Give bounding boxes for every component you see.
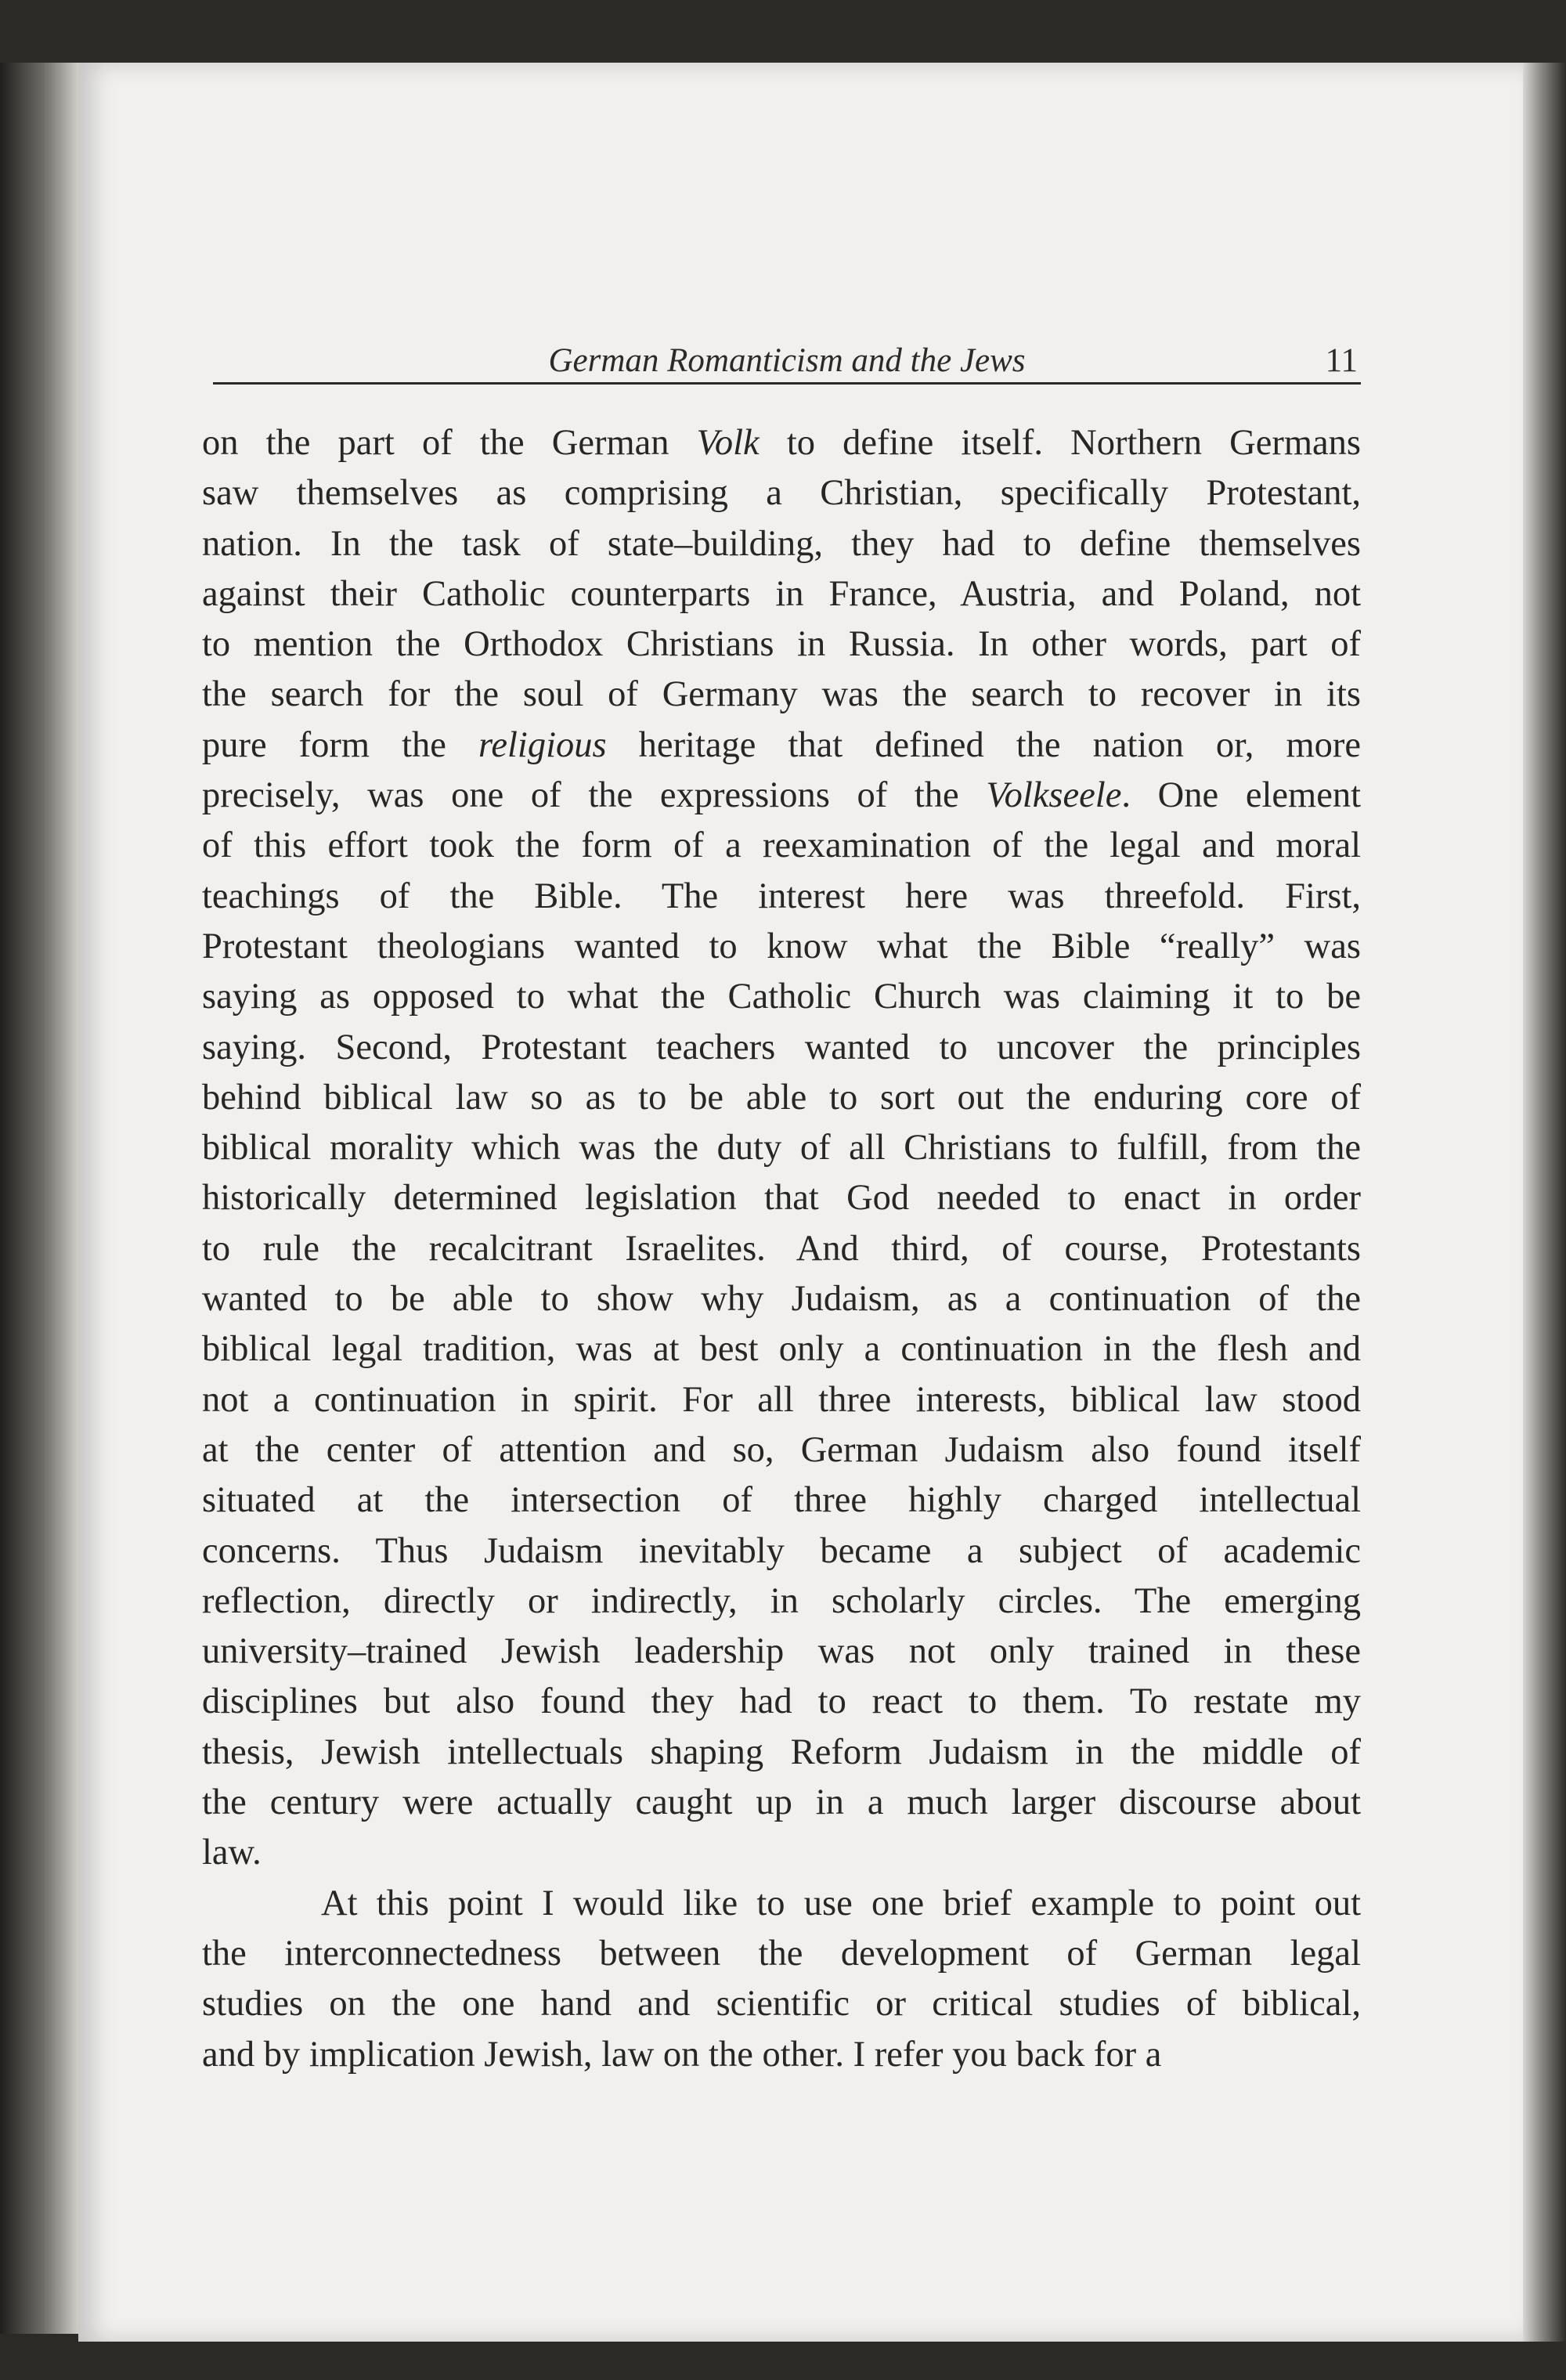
text-run: against their Catholic counterparts in France, Austria, and Poland, not — [202, 573, 1361, 614]
text-run: biblical legal tradition, was at best only a continuation in the flesh and — [202, 1329, 1361, 1370]
text-line — [202, 1475, 1361, 1526]
text-run: the search for the soul of Germany was the search to recover in its — [202, 674, 1361, 715]
text-run: . One element — [1121, 775, 1361, 816]
text-run: law. — [202, 1833, 262, 1873]
text-line — [202, 872, 1361, 922]
paragraph — [202, 1879, 1361, 2080]
text-line — [202, 418, 1361, 468]
text-run: the century were actually caught up in a much larger discourse about — [202, 1782, 1361, 1823]
text-run: At this point I would like to use one brief example to point out — [321, 1883, 1361, 1923]
text-line — [202, 1828, 1361, 1878]
text-run: studies on the one hand and scientific or critical studies of biblical, — [202, 1984, 1361, 2024]
text-run: nation. In the task of state–building, they had to define themselves — [202, 523, 1361, 564]
text-line — [202, 721, 1361, 771]
text-line — [202, 1073, 1361, 1123]
text-line — [202, 1224, 1361, 1274]
text-run: university–trained Jewish leadership was not only trained in these — [202, 1631, 1361, 1672]
text-line — [202, 1778, 1361, 1828]
text-run: and by implication Jewish, law on the other. I refer you back for a — [202, 2034, 1162, 2075]
text-line — [202, 670, 1361, 720]
italic-text: Volkseele — [986, 775, 1122, 816]
italic-text: Volk — [696, 423, 760, 463]
paragraph — [202, 418, 1361, 1879]
text-line — [202, 1375, 1361, 1425]
text-line — [202, 519, 1361, 569]
text-line — [202, 1576, 1361, 1627]
text-line — [202, 2030, 1361, 2080]
text-line — [202, 1879, 1361, 1929]
running-head — [213, 335, 1361, 385]
text-run: not a continuation in spirit. For all three interests, biblical law stood — [202, 1379, 1361, 1420]
text-run: to define itself. Northern Germans — [759, 423, 1361, 463]
text-run: the interconnectedness between the development of German legal — [202, 1933, 1361, 1974]
text-line — [202, 972, 1361, 1022]
text-run: teachings of the Bible. The interest here was threefold. First, — [202, 876, 1361, 916]
text-line — [202, 1274, 1361, 1324]
text-line — [202, 468, 1361, 518]
text-line — [202, 1526, 1361, 1576]
body-text — [202, 418, 1361, 2080]
text-run: to mention the Orthodox Christians in Russia. In other words, part of — [202, 624, 1361, 665]
text-run: heritage that defined the nation or, more — [606, 724, 1361, 765]
running-head-title: German Romanticism and the Jews — [548, 342, 1026, 379]
text-line — [202, 821, 1361, 871]
text-run: behind biblical law so as to be able to sort out the enduring core of — [202, 1077, 1361, 1118]
text-run: saw themselves as comprising a Christian, specifically Protestant, — [202, 473, 1361, 514]
italic-text: religious — [478, 724, 607, 765]
text-run: pure form the — [202, 724, 478, 765]
text-run: disciplines but also found they had to react to them. To restate my — [202, 1681, 1361, 1722]
text-line — [202, 619, 1361, 670]
text-run: precisely, was one of the expressions of the — [202, 775, 987, 816]
text-line — [202, 1979, 1361, 2029]
text-run: situated at the intersection of three highly charged intellectual — [202, 1480, 1361, 1521]
text-run: Protestant theologians wanted to know what the Bible “really” was — [202, 926, 1361, 966]
text-run: at the center of attention and so, German Judaism also found itself — [202, 1429, 1361, 1470]
text-line — [202, 1929, 1361, 1979]
text-line — [202, 1324, 1361, 1374]
text-line — [202, 1728, 1361, 1778]
text-run: reflection, directly or indirectly, in scholarly circles. The emerging — [202, 1580, 1361, 1621]
text-run: wanted to be able to show why Judaism, as a continuation of the — [202, 1279, 1361, 1320]
text-run: concerns. Thus Judaism inevitably became a subject of academic — [202, 1530, 1361, 1571]
text-run: saying as opposed to what the Catholic Church was claiming it to be — [202, 977, 1361, 1017]
text-line — [202, 1627, 1361, 1677]
text-line — [202, 1425, 1361, 1475]
text-run: of this effort took the form of a reexamination of the legal and moral — [202, 825, 1361, 866]
text-run: thesis, Jewish intellectuals shaping Reform Judaism in the middle of — [202, 1732, 1361, 1772]
right-page-edge — [1523, 63, 1566, 2342]
text-run: saying. Second, Protestant teachers wanted to uncover the principles — [202, 1027, 1361, 1067]
text-line — [202, 1173, 1361, 1223]
text-run: to rule the recalcitrant Israelites. And third, of course, Protestants — [202, 1228, 1361, 1269]
text-run: historically determined legislation that God needed to enact in order — [202, 1178, 1361, 1219]
page-number: 11 — [1325, 342, 1358, 379]
text-line — [202, 569, 1361, 619]
text-line — [202, 1677, 1361, 1727]
text-line — [202, 1123, 1361, 1173]
text-line — [202, 1023, 1361, 1073]
left-page-edge — [0, 63, 78, 2334]
text-run: biblical morality which was the duty of all Christians to fulfill, from the — [202, 1128, 1361, 1168]
text-line — [202, 771, 1361, 821]
text-run: on the part of the German — [202, 423, 697, 463]
text-line — [202, 922, 1361, 972]
